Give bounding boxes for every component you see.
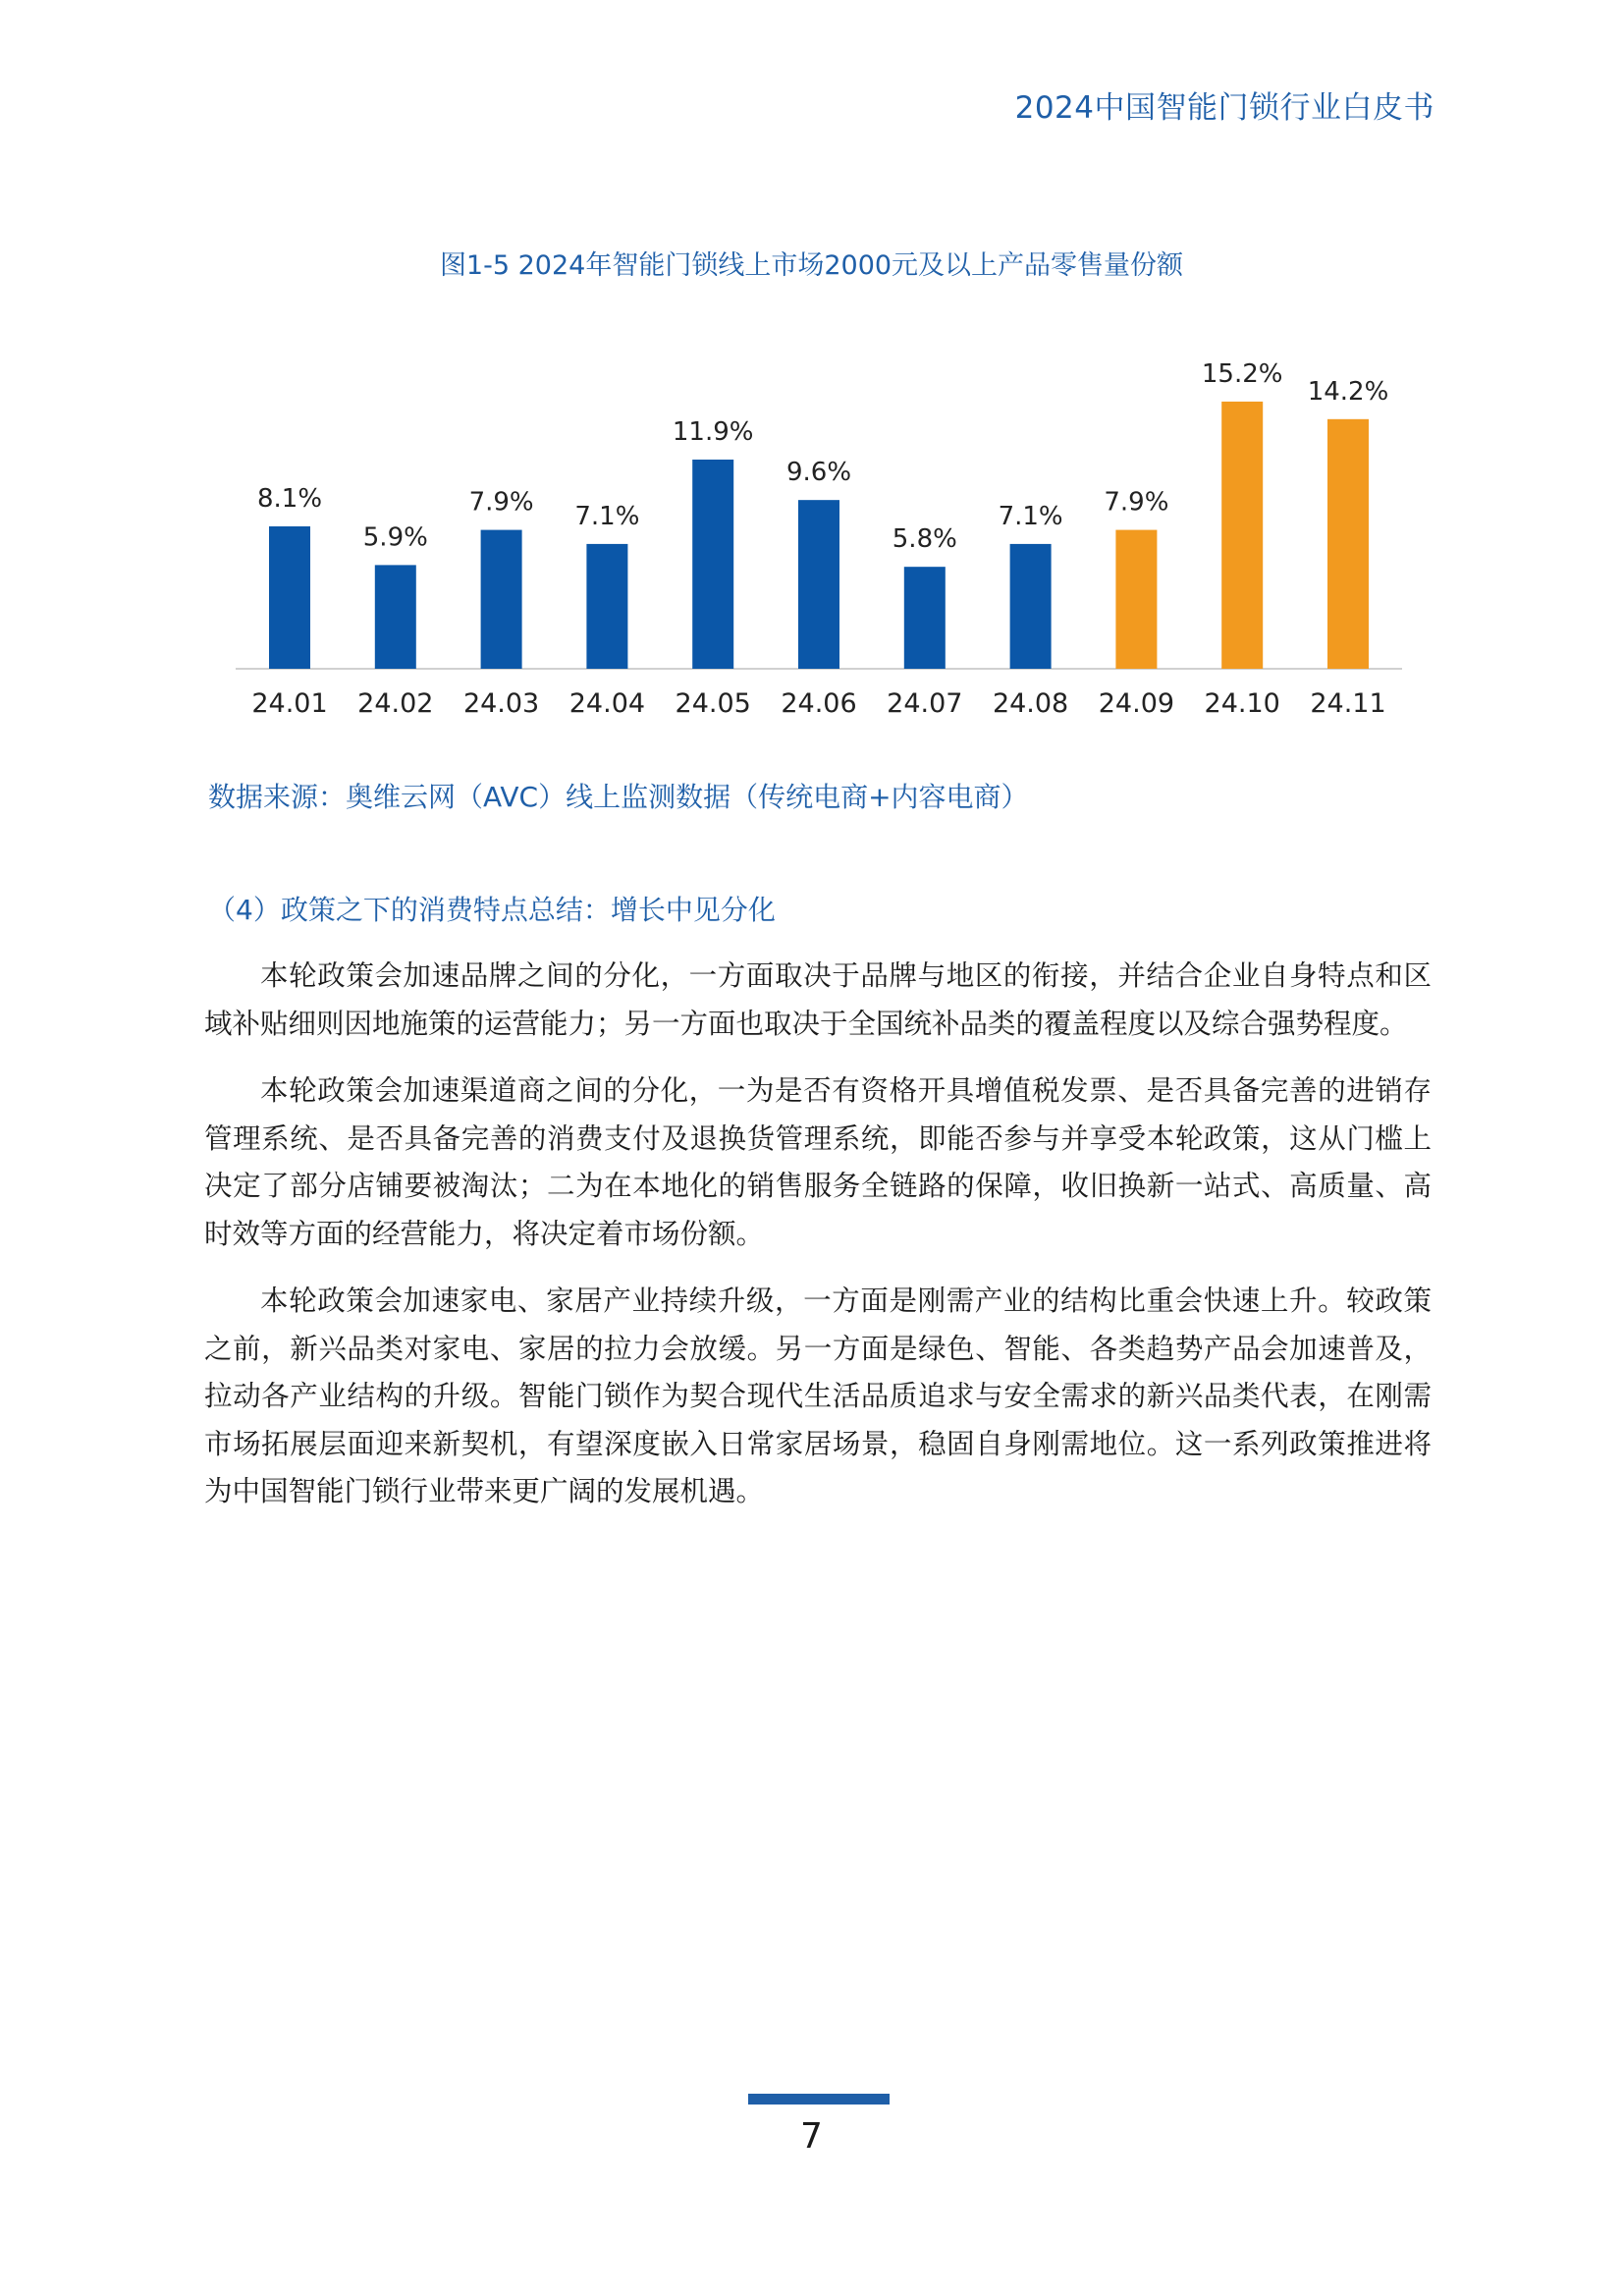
value-label-24.09: 7.9% [1104, 487, 1169, 518]
bar-24.09 [1115, 530, 1157, 669]
value-label-24.11: 14.2% [1307, 376, 1389, 407]
value-label-24.05: 11.9% [672, 416, 754, 447]
bar-24.07 [904, 567, 946, 669]
data-source-note: 数据来源：奥维云网（AVC）线上监测数据（传统电商+内容电商） [208, 781, 1029, 813]
value-label-24.06: 9.6% [785, 458, 852, 488]
paragraph-2: 本轮政策会加速渠道商之间的分化，一为是否有资格开具增值税发票、是否具备完善的进销存管理系统、是否具备完善的消费支付及退换货管理系统，即能否参与并享受本轮政策，这从门槛上决定了部分店铺要被淘汰；二为在本地化的销售服务全链路的保障，收旧换新一站式、高质量、高时效等方面的经营能力，将决定着市场份额。 [204, 1074, 1432, 1250]
x-tick-label-24.08: 24.08 [992, 688, 1069, 719]
x-tick-label-24.09: 24.09 [1098, 688, 1175, 719]
bar-24.11 [1327, 419, 1369, 669]
value-label-24.01: 8.1% [256, 484, 323, 515]
bar-24.08 [1010, 544, 1052, 669]
bar-chart [0, 324, 1623, 737]
bar-24.10 [1221, 402, 1263, 669]
x-tick-label-24.07: 24.07 [887, 688, 963, 719]
footer-accent-bar [748, 2094, 890, 2105]
x-tick-labels-group [251, 688, 1385, 719]
value-label-24.02: 5.9% [362, 522, 428, 553]
bar-24.03 [481, 530, 522, 669]
bar-24.05 [692, 460, 733, 669]
x-tick-label-24.01: 24.01 [251, 688, 328, 719]
paragraph-1: 本轮政策会加速品牌之间的分化，一方面取决于品牌与地区的衔接，并结合企业自身特点和区域补贴细则因地施策的运营能力；另一方面也取决于全国统补品类的覆盖程度以及综合强势程度。 [204, 959, 1432, 1040]
value-label-24.07: 5.8% [892, 524, 957, 555]
document-header-title: 2024中国智能门锁行业白皮书 [1014, 90, 1434, 126]
value-label-24.10: 15.2% [1201, 358, 1283, 389]
x-tick-label-24.03: 24.03 [462, 688, 540, 719]
value-label-24.03: 7.9% [468, 487, 534, 518]
x-tick-label-24.10: 24.10 [1204, 688, 1280, 719]
body-text [204, 953, 1432, 1536]
chart-title: 图1-5 2024年智能门锁线上市场2000元及以上产品零售量份额 [439, 250, 1184, 281]
x-tick-label-24.04: 24.04 [568, 688, 646, 719]
x-tick-label-24.06: 24.06 [781, 688, 857, 719]
page-number: 7 [800, 2116, 823, 2157]
bar-24.02 [375, 565, 416, 669]
paragraph-3: 本轮政策会加速家电、家居产业持续升级，一方面是刚需产业的结构比重会快速上升。较政策之前，新兴品类对家电、家居的拉力会放缓。另一方面是绿色、智能、各类趋势产品会加速普及，拉动各产业结构的升级。智能门锁作为契合现代生活品质追求与安全需求的新兴品类代表，在刚需市场拓展层面迎来新契机，有望深度嵌入日常家居场景，稳固自身刚需地位。这一系列政策推进将为中国智能门锁行业带来更广阔的发展机遇。 [204, 1285, 1432, 1507]
value-label-24.04: 7.1% [574, 501, 640, 531]
value-label-24.08: 7.1% [998, 501, 1063, 531]
x-tick-label-24.02: 24.02 [357, 688, 434, 719]
bar-24.06 [798, 500, 839, 669]
section-heading: （4）政策之下的消费特点总结：增长中见分化 [208, 894, 776, 926]
x-tick-label-24.11: 24.11 [1310, 688, 1386, 719]
x-tick-label-24.05: 24.05 [675, 688, 751, 719]
bars-group [269, 402, 1369, 669]
bar-24.04 [586, 544, 627, 669]
bar-24.01 [269, 526, 310, 669]
